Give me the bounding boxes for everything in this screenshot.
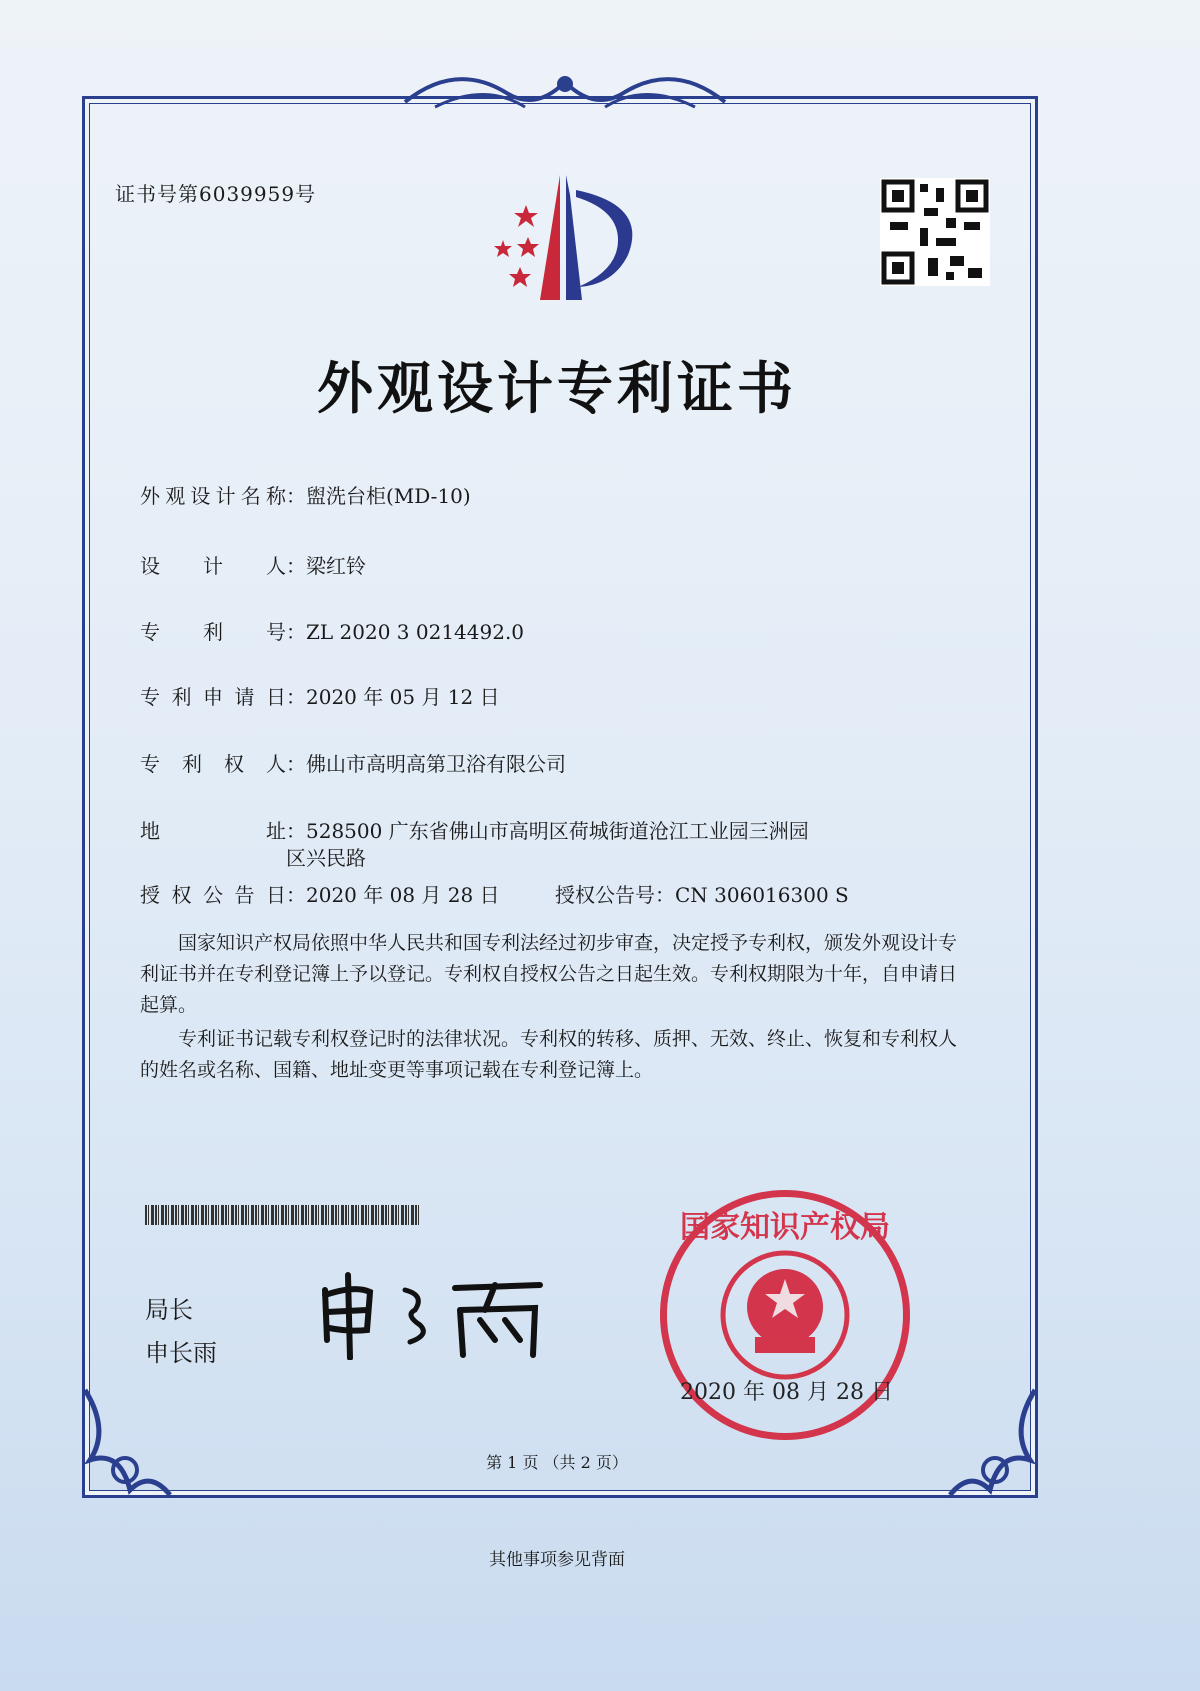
qr-code-icon	[880, 178, 990, 286]
seal-text: 国家知识产权局	[680, 1210, 890, 1245]
colon: ：	[286, 620, 306, 644]
field-patent-number	[140, 616, 524, 645]
field-label: 授权公告日	[140, 883, 286, 907]
ornament-corner-right-icon	[940, 1380, 1050, 1510]
field-application-date	[140, 681, 500, 710]
field-label: 专利申请日	[140, 685, 286, 709]
field-grant-date	[140, 879, 500, 908]
field-address-line2: 区兴民路	[286, 846, 366, 870]
field-value: 盥洗台柜(MD-10)	[306, 484, 471, 508]
barcode	[145, 1205, 420, 1225]
field-announce-number	[555, 879, 849, 908]
official-name: 申长雨	[145, 1339, 217, 1367]
colon: ：	[655, 883, 675, 907]
official-title: 局长	[145, 1296, 193, 1324]
footer-note: 其他事项参见背面	[489, 1550, 625, 1570]
seal-date: 2020 年 08 月 28 日	[680, 1380, 893, 1405]
field-label: 授权公告号	[555, 883, 655, 907]
ornament-corner-left-icon	[70, 1380, 180, 1510]
certificate-number: 证书号第6039959号	[115, 182, 317, 206]
field-value: 梁红铃	[306, 554, 366, 578]
field-designer	[140, 550, 366, 579]
colon: ：	[286, 554, 306, 578]
colon: ：	[286, 752, 306, 776]
paragraph-grant: 国家知识产权局依照中华人民共和国专利法经过初步审查，决定授予专利权，颁发外观设计专利证书并在专利登记簿上予以登记。专利权自授权公告之日起生效。专利权期限为十年，自申请日起算。	[140, 932, 958, 1016]
colon: ：	[286, 484, 306, 508]
field-value: 佛山市高明高第卫浴有限公司	[306, 752, 566, 776]
qr-code[interactable]	[880, 178, 990, 286]
page-indicator: 第 1 页 （共 2 页）	[486, 1453, 628, 1472]
ornament-top-icon	[395, 62, 735, 122]
cnipa-logo-icon	[478, 175, 648, 305]
certificate-title: 外观设计专利证书	[317, 356, 797, 422]
colon: ：	[286, 685, 306, 709]
field-label: 专利号	[140, 620, 286, 644]
field-patentee	[140, 748, 566, 777]
field-label: 地址	[140, 819, 286, 843]
field-value: 2020 年 05 月 12 日	[306, 685, 500, 709]
field-label: 设计人	[140, 554, 286, 578]
field-value: ZL 2020 3 0214492.0	[306, 620, 525, 644]
signature-icon	[315, 1270, 555, 1360]
field-label: 专利权人	[140, 752, 286, 776]
field-label: 外观设计名称	[140, 484, 286, 508]
field-value: 2020 年 08 月 28 日	[306, 883, 500, 907]
field-value: CN 306016300 S	[675, 883, 849, 907]
colon: ：	[286, 819, 306, 843]
field-address	[140, 815, 809, 844]
colon: ：	[286, 883, 306, 907]
paragraph-legal: 专利证书记载专利权登记时的法律状况。专利权的转移、质押、无效、终止、恢复和专利权人的姓名或名称、国籍、地址变更等事项记载在专利登记簿上。	[140, 1028, 958, 1081]
field-design-name	[140, 480, 471, 509]
field-value: 528500 广东省佛山市高明区荷城街道沧江工业园三洲园	[306, 819, 809, 843]
